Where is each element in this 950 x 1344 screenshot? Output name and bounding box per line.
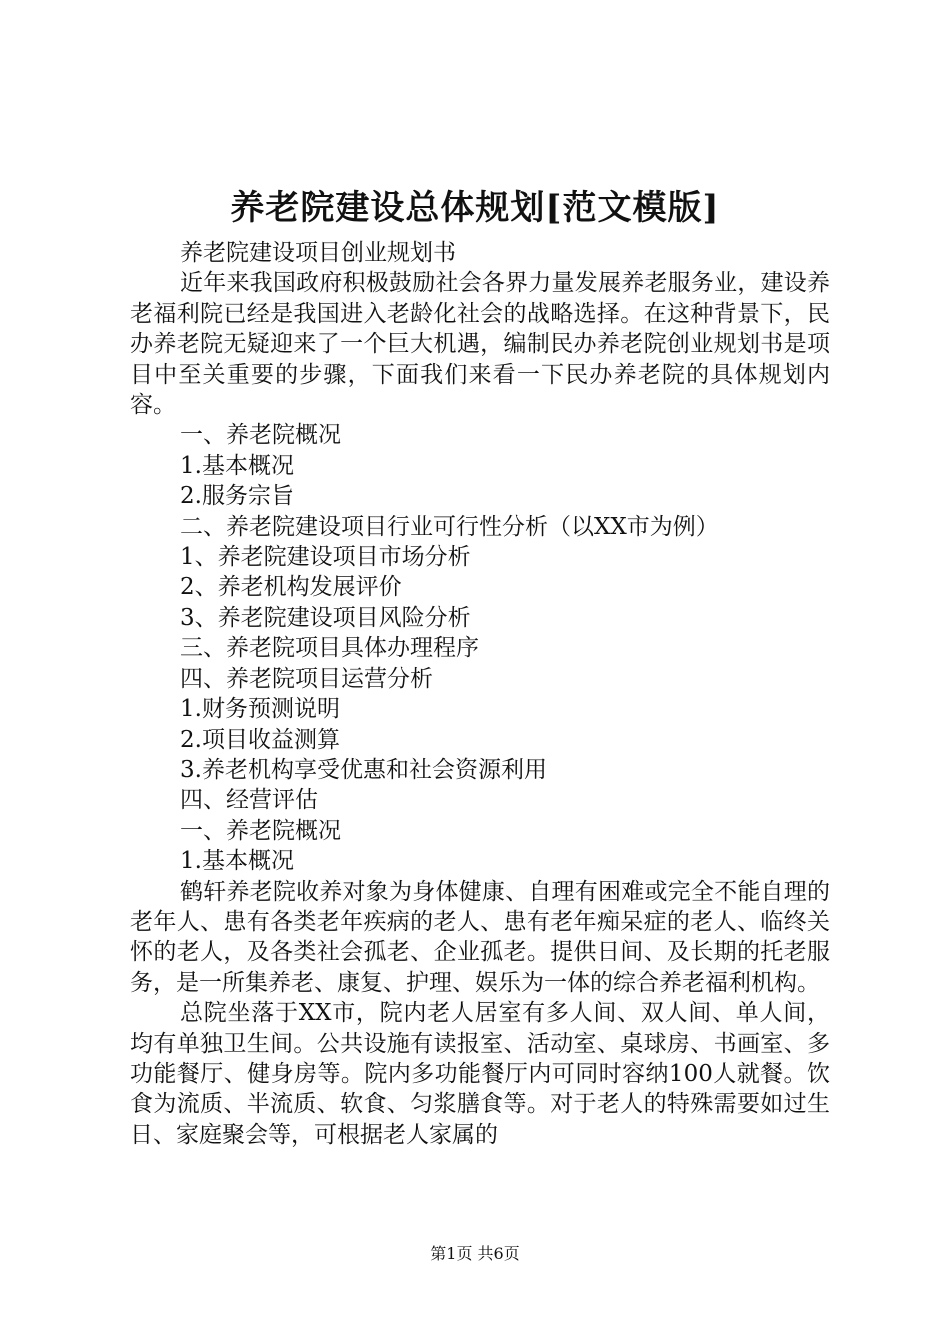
section-heading: 三、养老院项目具体办理程序 bbox=[180, 635, 479, 662]
section-heading: 四、经营评估 bbox=[180, 787, 318, 814]
subsection-heading: 1.基本概况 bbox=[180, 452, 294, 479]
subsection-heading: 1、养老院建设项目市场分析 bbox=[180, 544, 471, 571]
subsection-heading: 2.服务宗旨 bbox=[180, 483, 294, 510]
subsection-heading: 1.财务预测说明 bbox=[180, 696, 340, 723]
document-body bbox=[130, 238, 830, 1150]
body-paragraph: 鹤轩养老院收养对象为身体健康、自理有困难或完全不能自理的老年人、患有各类老年疾病的老人、患有老年痴呆症的老人、临终关怀的老人，及各类社会孤老、企业孤老。提供日间、及长期的托老服务，是一所集养老、康复、护理、娱乐为一体的综合养老福利机构。 bbox=[130, 878, 830, 996]
section-heading: 四、养老院项目运营分析 bbox=[180, 665, 433, 692]
section-heading: 二、养老院建设项目行业可行性分析（以XX市为例） bbox=[180, 513, 719, 540]
body-paragraph: 总院坐落于XX市，院内老人居室有多人间、双人间、单人间，均有单独卫生间。公共设施有读报室、活动室、桌球房、书画室、多功能餐厅、健身房等。院内多功能餐厅内可同时容纳100人就餐。饮食为流质、半流质、软食、匀浆膳食等。对于老人的特殊需要如过生日、家庭聚会等，可根据老人家属的 bbox=[130, 1000, 830, 1148]
subsection-heading: 3.养老机构享受优惠和社会资源利用 bbox=[180, 756, 547, 783]
subsection-heading: 1.基本概况 bbox=[180, 848, 294, 875]
body-paragraph: 近年来我国政府积极鼓励社会各界力量发展养老服务业，建设养老福利院已经是我国进入老龄化社会的战略选择。在这种背景下，民办养老院无疑迎来了一个巨大机遇，编制民办养老院创业规划书是项目中至关重要的步骤，下面我们来看一下民办养老院的具体规划内容。 bbox=[130, 270, 830, 419]
page-footer: 第1页 共6页 bbox=[430, 1244, 520, 1263]
section-heading: 一、养老院概况 bbox=[180, 422, 341, 449]
document-title: 养老院建设总体规划[范文模版] bbox=[230, 188, 720, 228]
body-paragraph: 养老院建设项目创业规划书 bbox=[180, 240, 456, 266]
section-heading: 一、养老院概况 bbox=[180, 817, 341, 844]
subsection-heading: 2.项目收益测算 bbox=[180, 726, 340, 753]
subsection-heading: 2、养老机构发展评价 bbox=[180, 574, 402, 601]
subsection-heading: 3、养老院建设项目风险分析 bbox=[180, 604, 471, 631]
